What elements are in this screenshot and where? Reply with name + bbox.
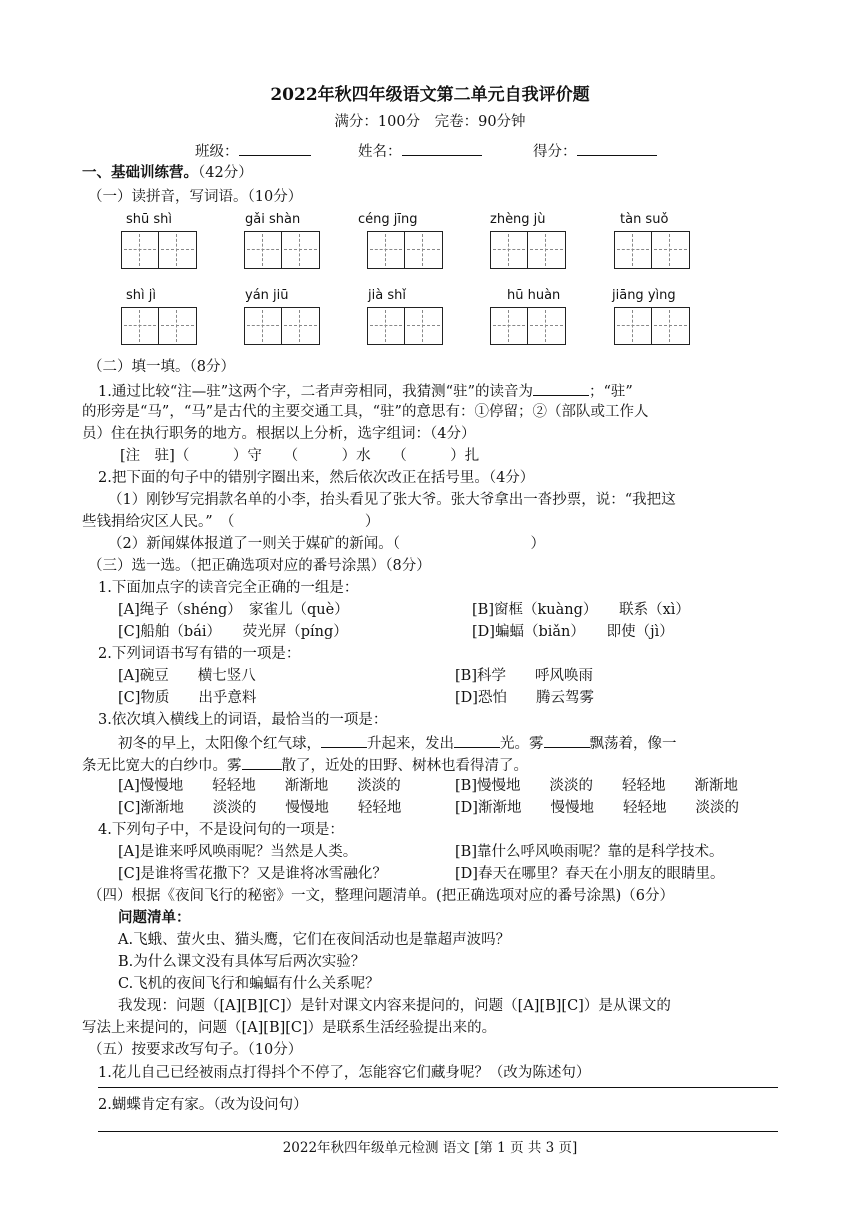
pinyin-label: jià shǐ [368,288,406,303]
writing-grid[interactable] [367,231,443,269]
question-line: 1.下面加点字的读音完全正确的一组是： [98,580,359,596]
question-line: 我发现：问题（[A][B][C]）是针对课文内容来提问的，问题（[A][B][C]）是从课文的 [118,998,671,1014]
answer-line[interactable] [98,1131,778,1132]
writing-grid[interactable] [490,307,566,345]
option[interactable]: [C]物质 出乎意料 [118,690,257,706]
pinyin-label: gǎi shàn [245,212,301,227]
writing-grid[interactable] [367,307,443,345]
writing-grid[interactable] [121,307,197,345]
list-item: B.为什么课文没有具体写后两次实验？ [118,954,366,970]
score-line: 满分：100分 完卷：90分钟 [334,114,526,130]
writing-grid[interactable] [121,231,197,269]
option[interactable]: [C]船舶（bái） 荧光屏（píng） [118,624,348,640]
pinyin-label: jiāng yìng [612,288,676,303]
score-field: 得分： [533,141,657,161]
option[interactable]: [C]渐渐地 淡淡的 慢慢地 轻轻地 [118,800,402,816]
writing-grid[interactable] [490,231,566,269]
page-title: 2022年秋四年级语文第二单元自我评价题 [270,85,590,105]
question-line: 的形旁是“马”，“马”是古代的主要交通工具，“驻”的意思有：①停留；②（部队或工作人 [82,404,649,420]
option[interactable]: [B]窗框（kuàng） 联系（xì） [472,602,690,618]
option[interactable]: [D]蝙蝠（biǎn） 即使（jì） [472,624,674,640]
part1-heading: （一）读拼音，写词语。（10分） [88,189,303,205]
question-line: 1.通过比较“注—驻”这两个字，二者声旁相同，我猜测“驻”的读音为 ；“驻” [98,381,633,401]
option[interactable]: [B]靠什么呼风唤雨呢？靠的是科学技术。 [455,844,724,860]
list-title: 问题清单： [118,909,191,926]
pinyin-label: yán jiū [245,288,289,303]
list-item: C.飞机的夜间飞行和蝙蝠有什么关系呢？ [118,976,380,992]
option[interactable]: [B]科学 呼风唤雨 [455,668,593,684]
question-line: 些钱捐给灾区人民。” （ ） [82,514,380,530]
question-line: 3.依次填入横线上的词语，最恰当的一项是： [98,712,388,728]
question-line: 2.把下面的句子中的错别字圈出来，然后依次改正在括号里。（4分） [98,470,535,486]
part3-heading: （三）选一选。（把正确选项对应的番号涂黑）（8分） [88,558,431,574]
answer-line[interactable] [98,1087,778,1088]
writing-grid[interactable] [244,307,320,345]
part5-heading: （五）按要求改写句子。（10分） [88,1042,303,1058]
part2-heading: （二）填一填。（8分） [88,359,235,375]
question-line: 1.花儿自己已经被雨点打得抖个不停了，怎能容它们藏身呢？（改为陈述句） [98,1065,591,1081]
pinyin-label: shì jì [126,288,156,303]
option[interactable]: [A]慢慢地 轻轻地 渐渐地 淡淡的 [118,778,401,794]
name-field: 姓名： [358,141,482,161]
page-footer: 2022年秋四年级单元检测 语文 [第 1 页 共 3 页] [282,1140,578,1156]
section-heading: 一、基础训练营。（42分） [82,164,253,181]
option[interactable]: [A]绳子（shéng） 家雀儿（què） [118,602,349,618]
question-line: 2.下列词语书写有错的一项是： [98,646,301,662]
pinyin-label: zhèng jù [490,212,546,227]
writing-grid[interactable] [614,231,690,269]
part4-heading: （四）根据《夜间飞行的秘密》一文，整理问题清单。(把正确选项对应的番号涂黑)（6分） [88,888,675,904]
option[interactable]: [D]春天在哪里？春天在小朋友的眼睛里。 [455,866,725,882]
class-field: 班级： [195,141,311,161]
writing-grid[interactable] [614,307,690,345]
question-line: 4.下列句子中，不是设问句的一项是： [98,822,344,838]
pinyin-label: céng jīng [358,212,418,227]
list-item: A.飞蛾、萤火虫、猫头鹰，它们在夜间活动也是靠超声波吗？ [118,932,511,948]
pinyin-label: tàn suǒ [620,212,669,227]
question-line: 2.蝴蝶肯定有家。（改为设问句） [98,1097,308,1113]
option[interactable]: [B]慢慢地 淡淡的 轻轻地 渐渐地 [455,778,738,794]
question-line: 员）住在执行职务的地方。根据以上分析，选字组词：（4分） [82,426,476,442]
option[interactable]: [A]是谁来呼风唤雨呢？当然是人类。 [118,844,358,860]
question-line: [注 驻]（ ）守 （ ）水 （ ）扎 [120,448,480,464]
option[interactable]: [D]渐渐地 慢慢地 轻轻地 淡淡的 [455,800,739,816]
pinyin-label: hū huàn [507,288,561,303]
writing-grid[interactable] [244,231,320,269]
option[interactable]: [C]是谁将雪花撒下？又是谁将冰雪融化？ [118,866,387,882]
question-line: （2）新闻媒体报道了一则关于媒矿的新闻。（ ） [108,536,545,552]
pinyin-label: shū shì [126,212,173,227]
question-line: （1）刚钞写完捐款名单的小李，抬头看见了张大爷。张大爷拿出一沓抄票，说：“我把这 [108,492,676,508]
option[interactable]: [D]恐怕 腾云驾雾 [455,690,594,706]
question-line: 条无比宽大的白纱巾。雾 散了，近处的田野、树林也看得清了。 [82,755,528,775]
option[interactable]: [A]碗豆 横七竖八 [118,668,256,684]
question-line: 写法上来提问的，问题（[A][B][C]）是联系生活经验提出来的。 [82,1020,497,1036]
question-line: 初冬的早上，太阳像个红气球， 升起来，发出 光。雾 飘荡着，像一 [118,733,677,753]
